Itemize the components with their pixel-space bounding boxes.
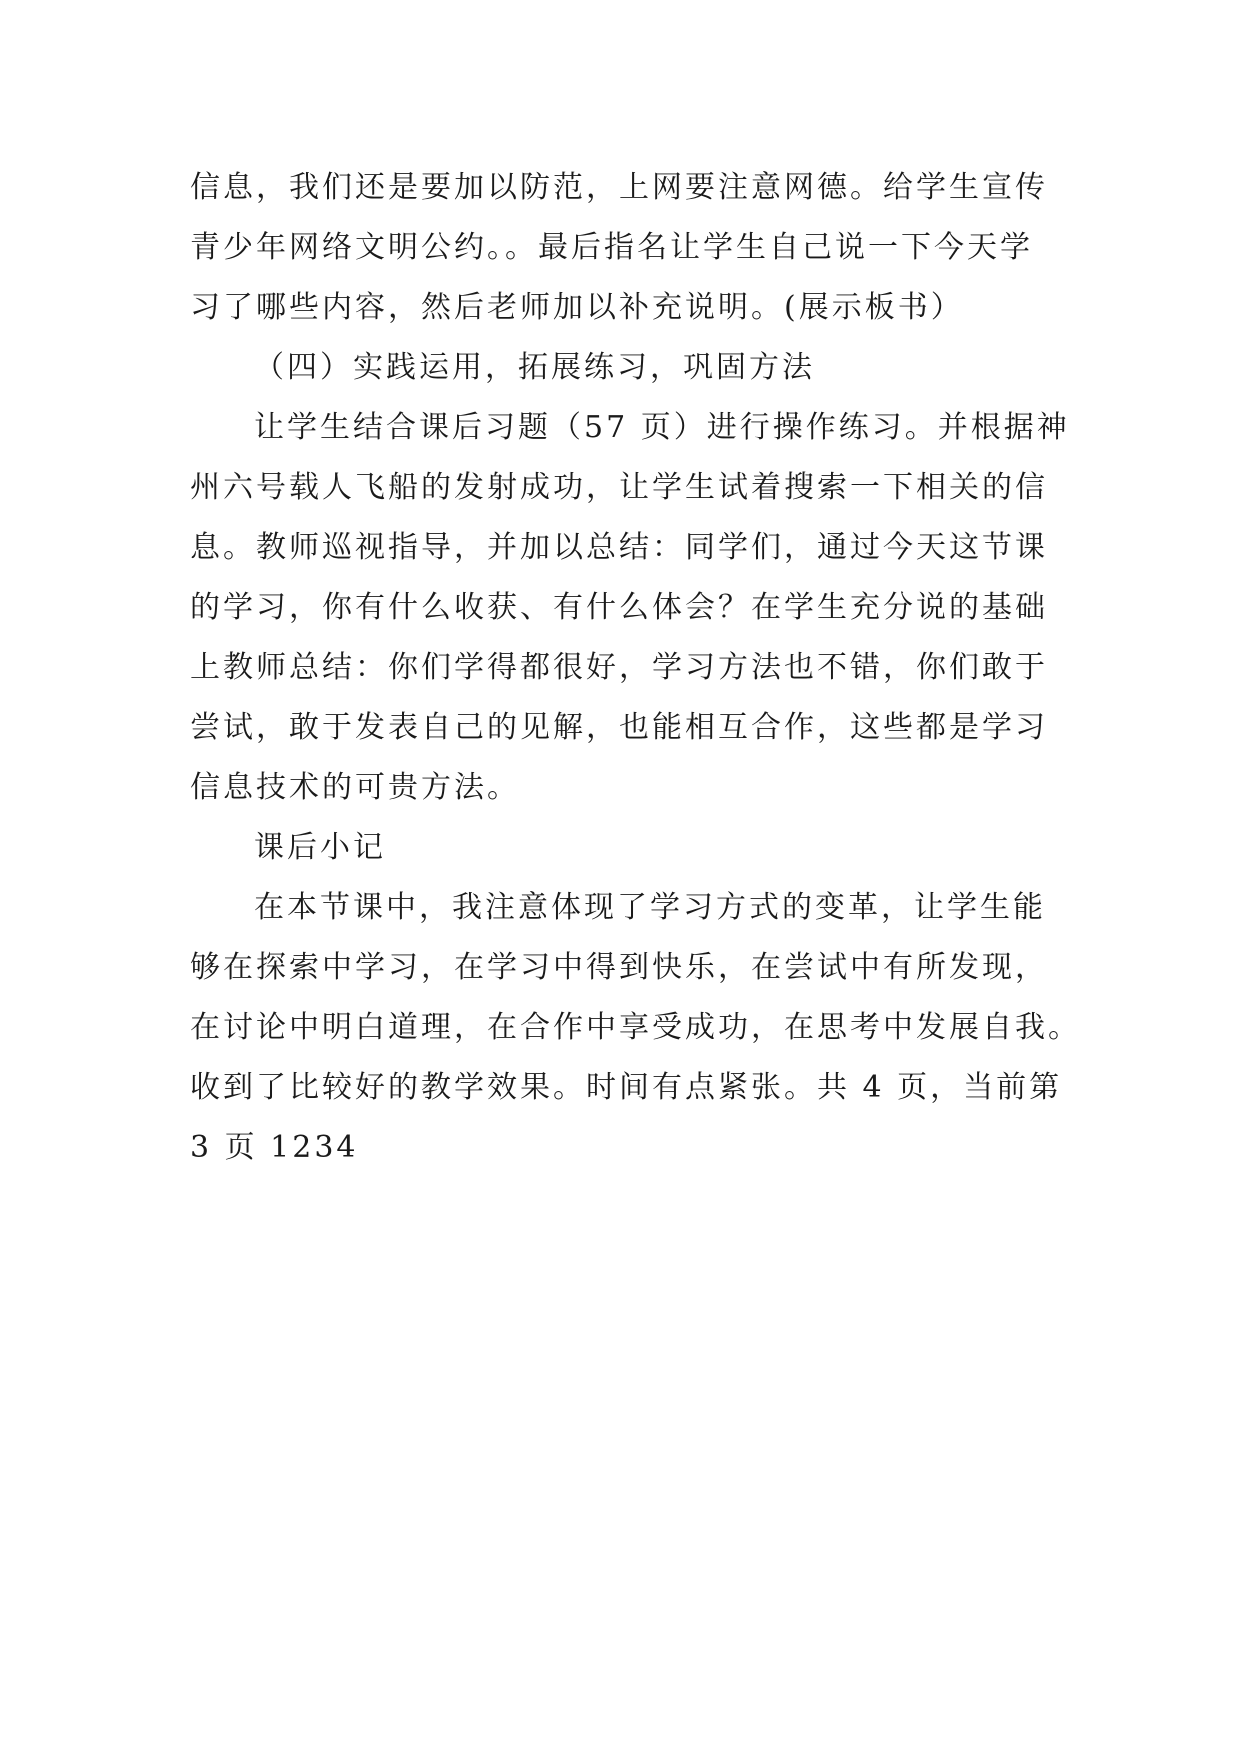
page-indicator-line: 3 页 1234 (190, 1130, 359, 1165)
text-line: 的学习，你有什么收获、有什么体会？在学生充分说的基础 (190, 590, 1048, 625)
text-line: 信息技术的可贵方法。 (190, 770, 520, 805)
text-line: 州六号载人飞船的发射成功，让学生试着搜索一下相关的信 (190, 470, 1048, 505)
text-line: 上教师总结：你们学得都很好，学习方法也不错，你们敢于 (190, 650, 1048, 685)
text-line: 在讨论中明白道理，在合作中享受成功，在思考中发展自我。 (190, 1010, 1081, 1045)
text-line: 尝试，敢于发表自己的见解，也能相互合作，这些都是学习 (190, 710, 1048, 745)
section-heading: 课后小记 (254, 830, 386, 865)
document-body (190, 158, 1081, 1178)
text-line: 青少年网络文明公约。。最后指名让学生自己说一下今天学 (190, 230, 1033, 265)
text-line: 够在探索中学习，在学习中得到快乐，在尝试中有所发现， (190, 950, 1048, 985)
text-line: 信息，我们还是要加以防范，上网要注意网德。给学生宣传 (190, 170, 1048, 205)
text-line: 收到了比较好的教学效果。时间有点紧张。共 4 页，当前第 (190, 1070, 1063, 1105)
paragraph-start-line: 让学生结合课后习题（57 页）进行操作练习。并根据神 (254, 410, 1070, 445)
section-heading: （四）实践运用，拓展练习，巩固方法 (254, 350, 815, 385)
text-line: 息。教师巡视指导，并加以总结：同学们，通过今天这节课 (190, 530, 1048, 565)
text-line: 习了哪些内容，然后老师加以补充说明。(展示板书） (190, 290, 964, 325)
paragraph-start-line: 在本节课中，我注意体现了学习方式的变革，让学生能 (254, 890, 1046, 925)
